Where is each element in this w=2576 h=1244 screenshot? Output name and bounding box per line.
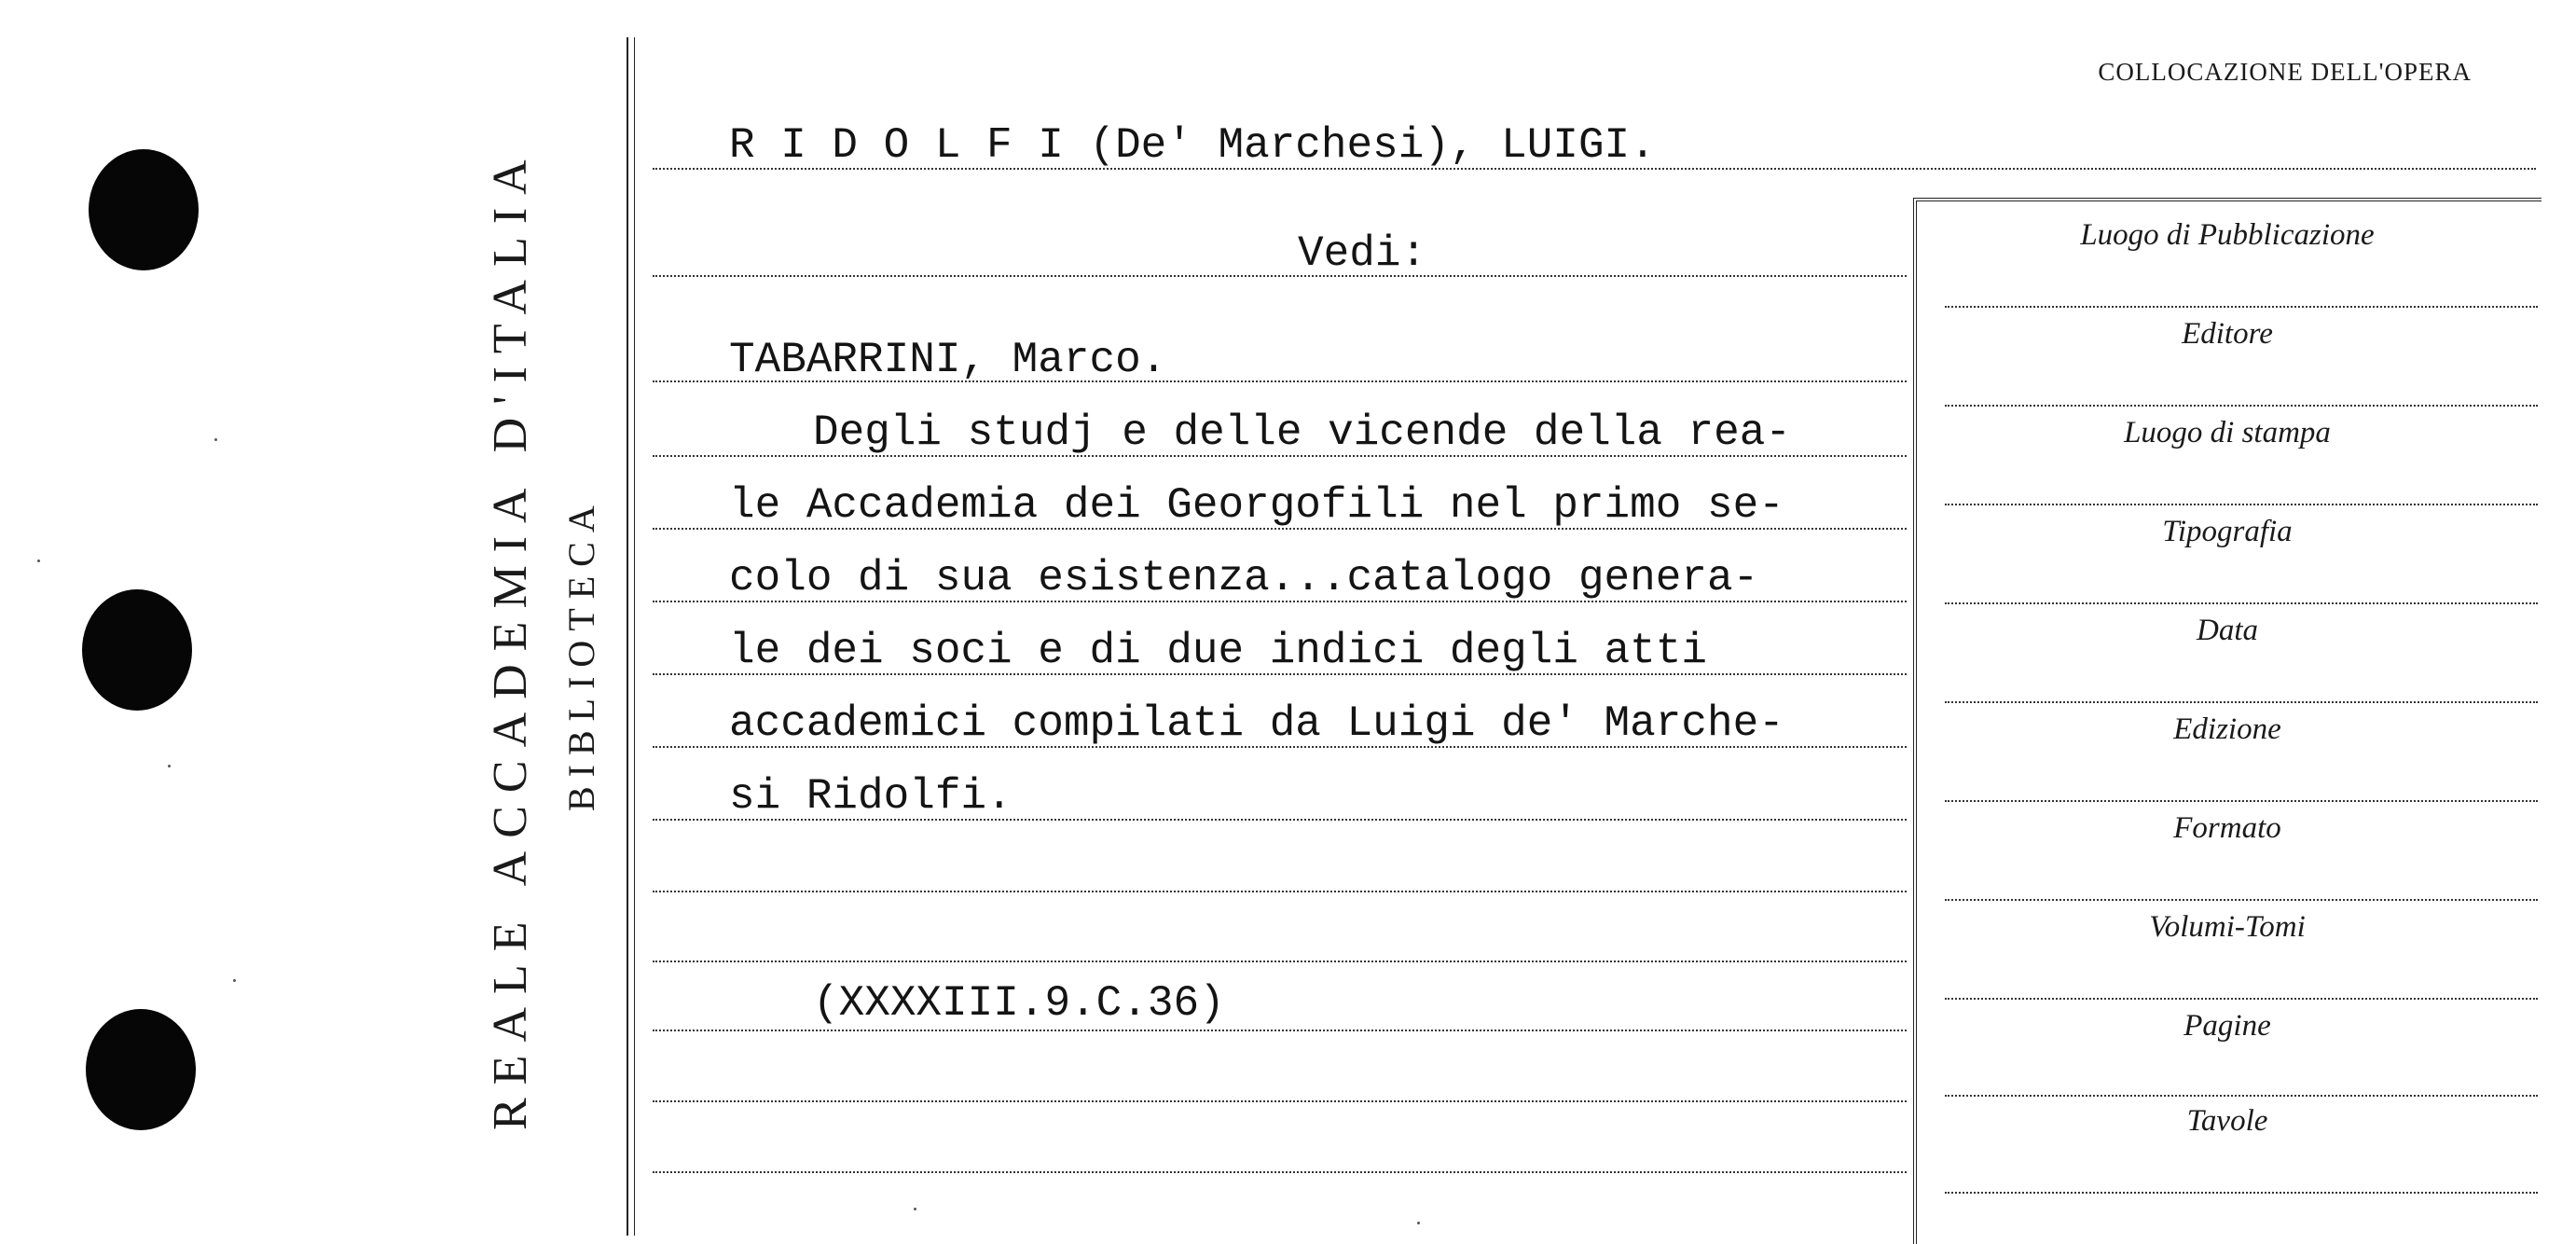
field-rule	[1945, 1095, 2538, 1097]
paper-speck	[214, 438, 217, 441]
paper-speck	[1417, 1222, 1420, 1224]
punch-hole-top	[89, 149, 199, 270]
ruled-line	[653, 1030, 1907, 1031]
field-rule	[1945, 1192, 2538, 1194]
bibliographic-fields-box	[1913, 198, 2542, 1244]
field-rule	[1945, 306, 2538, 308]
author-name: TABARRINI, Marco.	[729, 336, 1167, 384]
field-label-pages: Pagine	[2183, 1009, 2271, 1043]
paper-speck	[168, 765, 171, 767]
field-label-place-of-publication: Luogo di Pubblicazione	[2080, 218, 2375, 252]
title-line: le Accademia dei Georgofili nel primo se-	[729, 481, 1784, 530]
ruled-line	[653, 275, 1907, 277]
shelfmark: (XXXXIII.9.C.36)	[813, 979, 1225, 1028]
field-rule	[1945, 998, 2538, 1000]
paper-speck	[37, 560, 40, 562]
field-label-edition: Edizione	[2173, 712, 2281, 746]
paper-speck	[233, 979, 236, 982]
title-line: accademici compilati da Luigi de' Marche-	[729, 699, 1784, 748]
library-name: BIBLIOTECA	[560, 496, 602, 811]
punch-hole-bottom	[86, 1009, 196, 1130]
paper-speck	[914, 1208, 916, 1210]
field-rule	[1945, 701, 2538, 703]
title-line: le dei soci e di due indici degli atti	[729, 627, 1707, 675]
title-line: colo di sua esistenza...catalogo genera-	[729, 554, 1759, 602]
field-rule	[1945, 800, 2538, 802]
title-line: si Ridolfi.	[729, 772, 1012, 821]
field-rule	[1945, 602, 2538, 604]
field-rule	[1945, 899, 2538, 901]
ruled-line	[653, 1100, 1907, 1102]
field-label-date: Data	[2197, 614, 2258, 647]
field-label-volumes: Volumi-Tomi	[2149, 910, 2306, 944]
collocation-label: COLLOCAZIONE DELL'OPERA	[2098, 58, 2472, 86]
ruled-line	[653, 891, 1907, 892]
margin-rule-right	[634, 37, 635, 1236]
field-label-place-of-printing: Luogo di stampa	[2124, 416, 2331, 449]
field-label-format: Formato	[2173, 811, 2281, 845]
ruled-line	[653, 961, 1907, 962]
institution-name: REALE ACCADEMIA D'ITALIA	[484, 146, 537, 1130]
field-rule	[1945, 504, 2538, 505]
field-label-publisher: Editore	[2182, 317, 2273, 351]
field-label-plates: Tavole	[2186, 1104, 2268, 1138]
margin-rule-left	[627, 37, 628, 1236]
field-label-printer: Tipografia	[2162, 515, 2293, 548]
title-line: Degli studj e delle vicende della rea-	[813, 408, 1791, 457]
punch-hole-middle	[82, 589, 192, 711]
ruled-line	[653, 1171, 1907, 1173]
field-rule	[1945, 405, 2538, 407]
entry-heading: R I D O L F I (De' Marchesi), LUIGI.	[729, 121, 1656, 170]
see-reference-label: Vedi:	[1298, 229, 1427, 278]
